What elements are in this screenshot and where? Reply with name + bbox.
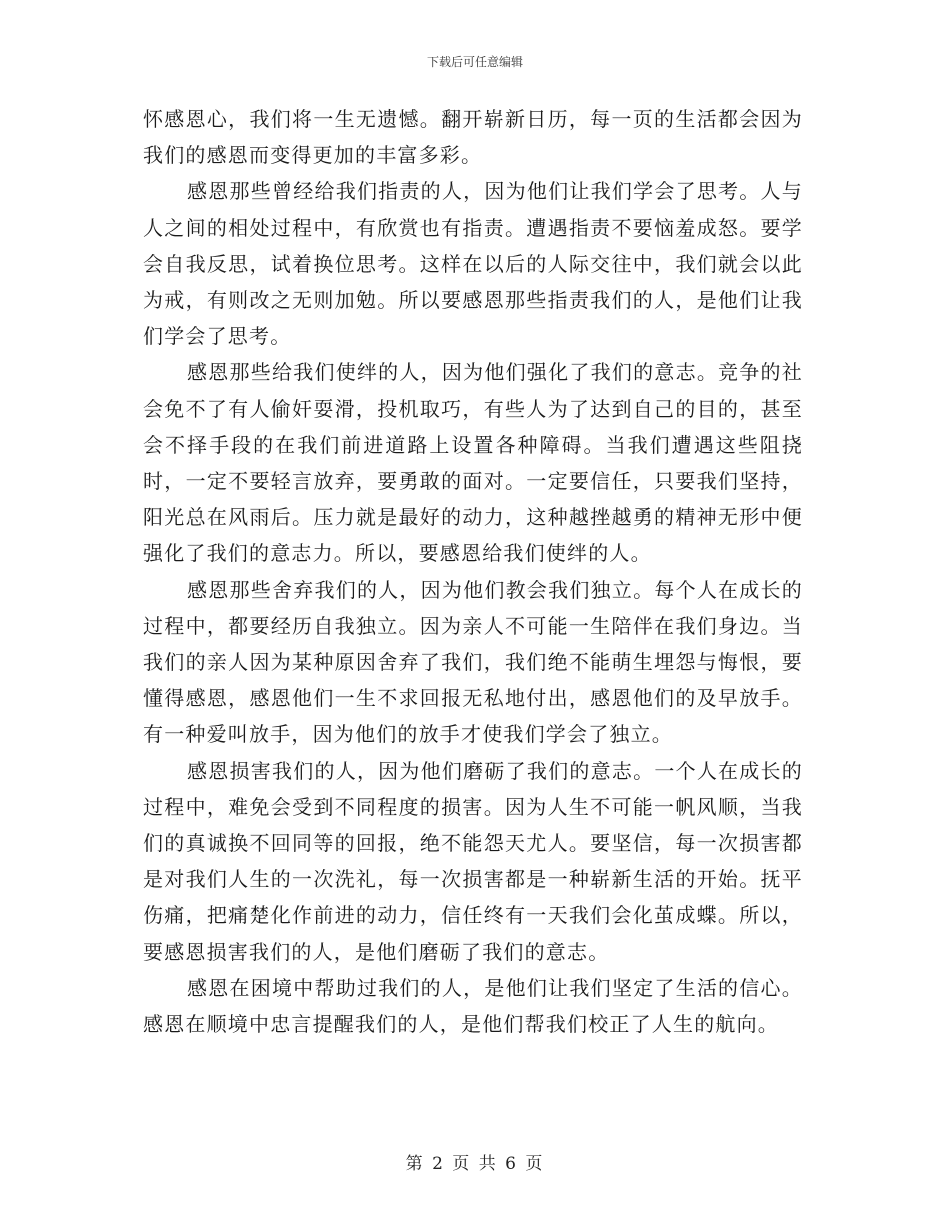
page-header: 下载后可任意编辑 bbox=[426, 55, 523, 69]
paragraph-2: 感恩那些曾经给我们指责的人，因为他们让我们学会了思考。人与人之间的相处过程中，有欣赏也有指责。遭遇指责不要恼羞成怒。要学会自我反思，试着换位思考。这样在以后的人际交往中，我们就会以此为戒，有则改之无则加勉。所以要感恩那些指责我们的人，是他们让我们学会了思考。 bbox=[143, 179, 803, 349]
paragraph-5: 感恩损害我们的人，因为他们磨砺了我们的意志。一个人在成长的过程中，难免会受到不同程度的损害。因为人生不可能一帆风顺，当我们的真诚换不回同等的回报，绝不能怨天尤人。要坚信，每一次损害都是对我们人生的一次洗礼，每一次损害都是一种崭新生活的开始。抚平伤痛，把痛楚化作前进的动力，信任终有一天我们会化茧成蝶。所以，要感恩损害我们的人，是他们磨砺了我们的意志。 bbox=[143, 758, 803, 964]
paragraph-6: 感恩在困境中帮助过我们的人，是他们让我们坚定了生活的信心。感恩在顺境中忠言提醒我们的人，是他们帮我们校正了人生的航向。 bbox=[143, 975, 803, 1037]
page-footer: 第 2 页 共 6 页 bbox=[405, 1154, 545, 1174]
document-body bbox=[143, 101, 803, 1042]
paragraph-4: 感恩那些舍弃我们的人，因为他们教会我们独立。每个人在成长的过程中，都要经历自我独立。因为亲人不可能一生陪伴在我们身边。当我们的亲人因为某种原因舍弃了我们，我们绝不能萌生埋怨与悔恨，要懂得感恩，感恩他们一生不求回报无私地付出，感恩他们的及早放手。有一种爱叫放手，因为他们的放手才使我们学会了独立。 bbox=[143, 577, 803, 747]
paragraph-3: 感恩那些给我们使绊的人，因为他们强化了我们的意志。竞争的社会免不了有人偷奸耍滑，投机取巧，有些人为了达到自己的目的，甚至会不择手段的在我们前进道路上设置各种障碍。当我们遭遇这些阻挠时，一定不要轻言放弃，要勇敢的面对。一定要信任，只要我们坚持，阳光总在风雨后。压力就是最好的动力，这种越挫越勇的精神无形中便强化了我们的意志力。所以，要感恩给我们使绊的人。 bbox=[143, 360, 803, 566]
paragraph-1: 怀感恩心，我们将一生无遗憾。翻开崭新日历，每一页的生活都会因为我们的感恩而变得更加的丰富多彩。 bbox=[143, 107, 803, 168]
